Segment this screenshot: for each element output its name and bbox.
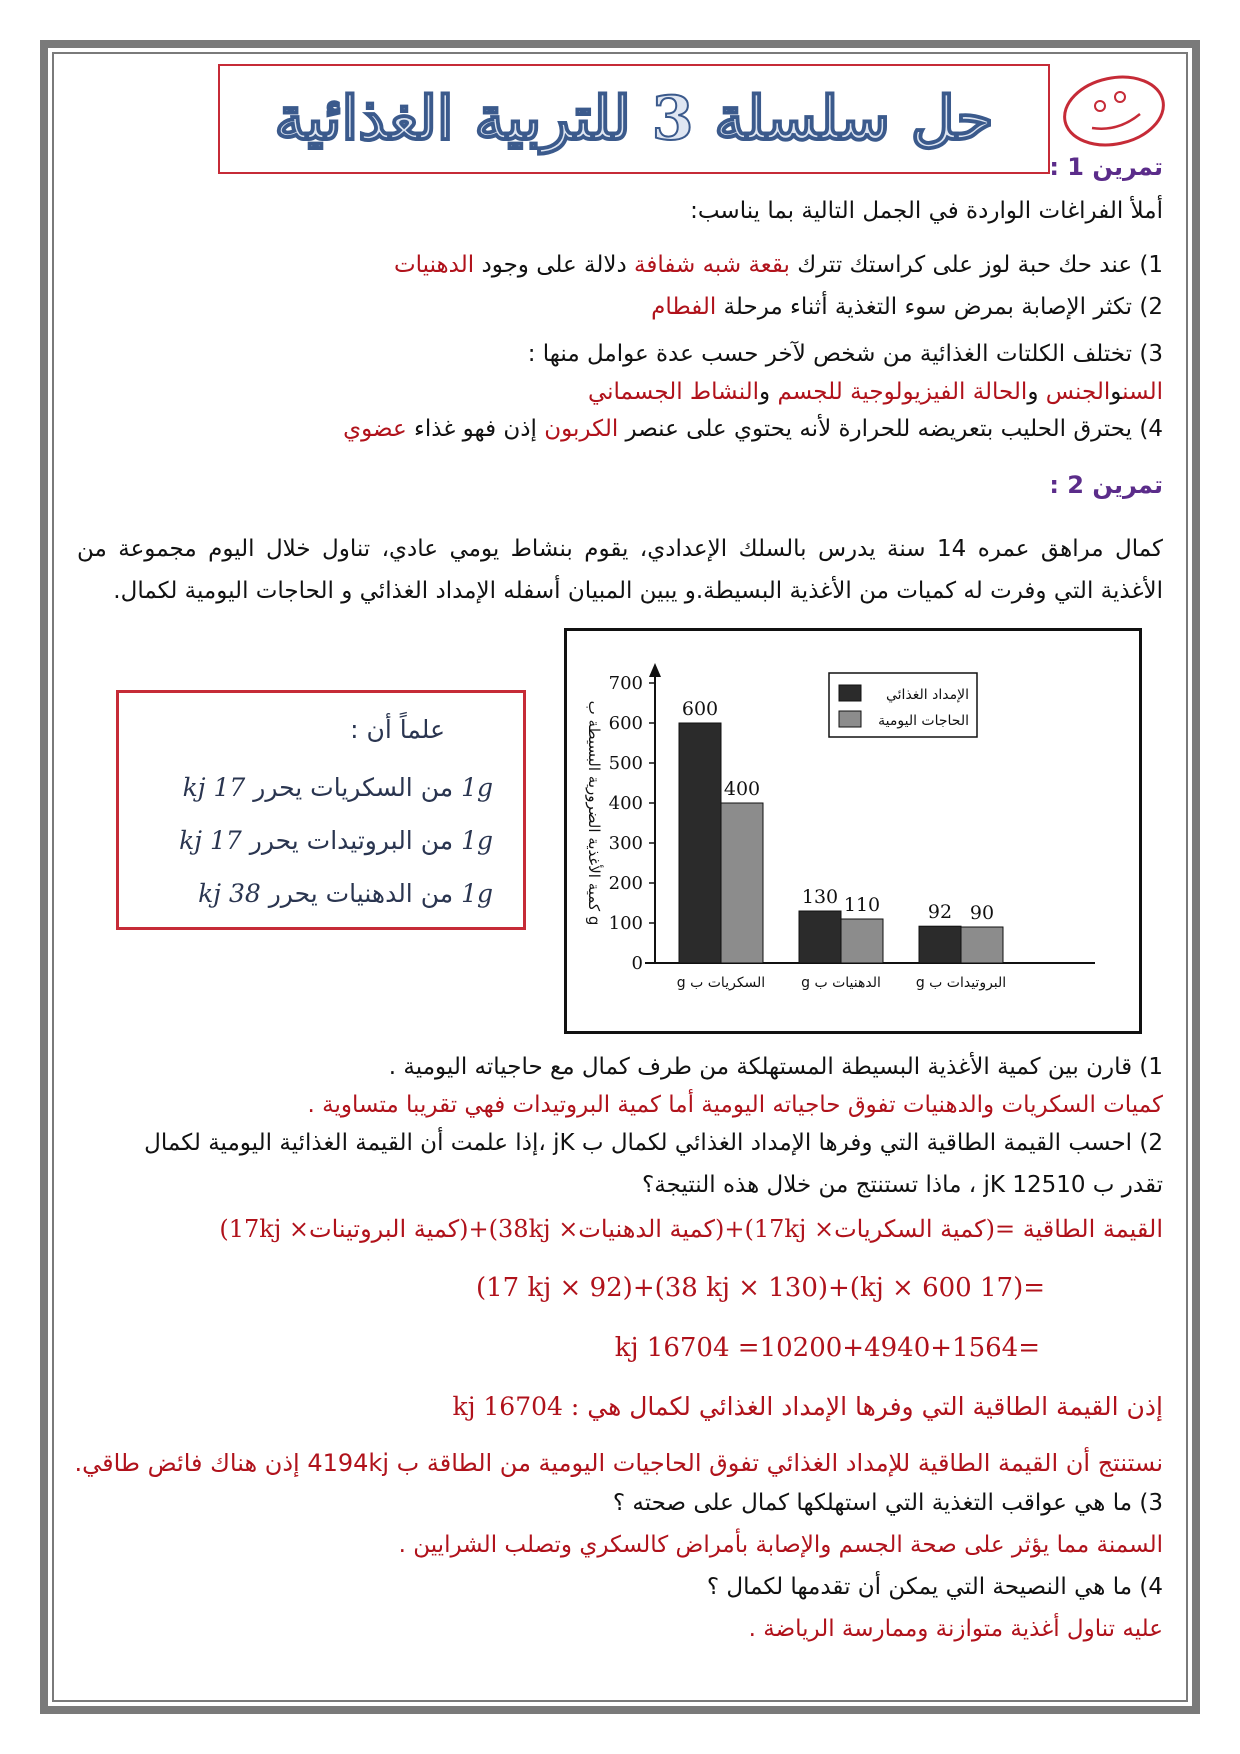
ex1-q2: 2) تكثر الإصابة بمرض سوء التغذية أثناء مرحلة الفطام <box>651 294 1163 320</box>
y-tick-label: 700 <box>608 673 643 694</box>
smiley-icon <box>1058 70 1170 152</box>
bar <box>961 927 1003 963</box>
ex1-q3: 3) تختلف الكلتات الغذائية من شخص لآخر حسب عدة عوامل منها : <box>527 341 1163 367</box>
y-axis-arrow <box>649 663 661 677</box>
bar-value-label: 600 <box>681 698 719 720</box>
ex2-q2-line2: تقدر ب 12510 jK ، ماذا تستنتج من خلال هذه النتيجة؟ <box>642 1172 1163 1198</box>
y-tick-label: 200 <box>608 873 643 894</box>
category-label: الدهنيات ب g <box>801 975 881 991</box>
ex2-a1: كميات السكريات والدهنيات تفوق حاجياته اليومية أما كمية البروتيدات فهي تقريبا متساوية . <box>307 1092 1163 1118</box>
category-label: السكريات ب g <box>676 975 766 991</box>
ex1-q1: 1) عند حك حبة لوز على كراستك تترك بقعة شبه شفافة دلالة على وجود الدهنيات <box>394 252 1163 278</box>
note-line-sugars: 1g من السكريات يحرر 17 kj <box>182 773 493 802</box>
calc-conclusion: إذن القيمة الطاقية التي وفرها الإمداد الغذائي لكمال هي : 16704 kj <box>452 1392 1163 1421</box>
ex1-intro: أملأ الفراغات الواردة في الجمل التالية بما يناسب: <box>690 198 1163 224</box>
y-axis-label: كمية الأغذية الضرورية البسيطة ب g <box>585 700 603 926</box>
bar-value-label: 110 <box>843 894 881 916</box>
calc-substitution: =(17 kj × 600)+(38 kj × 130)+(17 kj × 92) <box>475 1273 1045 1303</box>
bar-value-label: 92 <box>927 901 953 924</box>
y-tick-label: 100 <box>608 913 643 934</box>
energy-note-box <box>116 690 526 930</box>
note-line-lipids: 1g من الدهنيات يحرر 38 kj <box>198 879 493 908</box>
page-title: حل سلسلة 3 للتربية الغذائية <box>274 84 994 154</box>
legend-label: الإمداد الغذائي <box>885 687 969 703</box>
calc-result: =10200+4940+1564= 16704 kj <box>614 1333 1040 1363</box>
bar-chart <box>567 631 1139 1031</box>
bar-value-label: 400 <box>723 778 761 800</box>
note-title: علماً أن : <box>350 715 445 744</box>
ex2-q2-line1: 2) احسب القيمة الطاقية التي وفرها الإمداد الغذائي لكمال ب jK ،إذا علمت أن القيمة الغذائية اليومية لكمال <box>144 1130 1163 1156</box>
ex2-paragraph-line-1: كمال مراهق عمره 14 سنة يدرس بالسلك الإعدادي، يقوم بنشاط يومي عادي، تناول خلال اليوم مجموعة من <box>77 536 1163 562</box>
legend-swatch <box>839 711 861 727</box>
ex1-heading: تمرين 1 : <box>1049 153 1163 181</box>
bar <box>841 919 883 963</box>
y-tick-label: 600 <box>608 713 643 734</box>
ex2-deduction: نستنتج أن القيمة الطاقية للإمداد الغذائي تفوق الحاجيات اليومية من الطاقة ب 4194kj إذن هناك فائض طاقي. <box>74 1449 1163 1477</box>
bar <box>721 803 763 963</box>
ex2-a4: عليه تناول أغذية متوازنة وممارسة الرياضة . <box>748 1616 1163 1642</box>
bar-value-label: 130 <box>801 886 839 908</box>
y-tick-label: 300 <box>608 833 643 854</box>
ex2-q1: 1) قارن بين كمية الأغذية البسيطة المستهلكة من طرف كمال مع حاجياته اليومية . <box>388 1054 1163 1080</box>
bar-chart-frame <box>564 628 1142 1034</box>
y-tick-label: 0 <box>631 953 643 974</box>
legend-swatch <box>839 685 861 701</box>
ex2-paragraph-line-2: الأغذية التي وفرت له كميات من الأغذية البسيطة.و يبين المبيان أسفله الإمداد الغذائي و الحاجات اليومية لكمال. <box>113 578 1163 604</box>
ex2-a3: السمنة مما يؤثر على صحة الجسم والإصابة بأمراض كالسكري وتصلب الشرايين . <box>398 1532 1163 1558</box>
ex1-q3-answer: السنوالجنس والحالة الفيزيولوجية للجسم والنشاط الجسماني <box>587 379 1163 405</box>
note-line-proteins: 1g من البروتيدات يحرر 17 kj <box>179 826 493 855</box>
ex2-q3: 3) ما هي عواقب التغذية التي استهلكها كمال على صحته ؟ <box>612 1490 1163 1516</box>
calc-formula: القيمة الطاقية =(كمية السكريات× 17kj)+(كمية الدهنيات× 38kj)+(كمية البروتينات× 17kj) <box>219 1215 1163 1243</box>
ex1-q4: 4) يحترق الحليب بتعريضه للحرارة لأنه يحتوي على عنصر الكربون إذن فهو غذاء عضوي <box>343 416 1163 442</box>
legend-label: الحاجات اليومية <box>878 713 969 729</box>
ex2-heading: تمرين 2 : <box>1049 471 1163 499</box>
bar <box>919 926 961 963</box>
y-tick-label: 400 <box>608 793 643 814</box>
category-label: البروتيدات ب g <box>915 975 1007 991</box>
y-tick-label: 500 <box>608 753 643 774</box>
bar-value-label: 90 <box>969 902 995 924</box>
bar <box>679 723 721 963</box>
bar <box>799 911 841 963</box>
ex2-q4: 4) ما هي النصيحة التي يمكن أن تقدمها لكمال ؟ <box>706 1574 1163 1600</box>
